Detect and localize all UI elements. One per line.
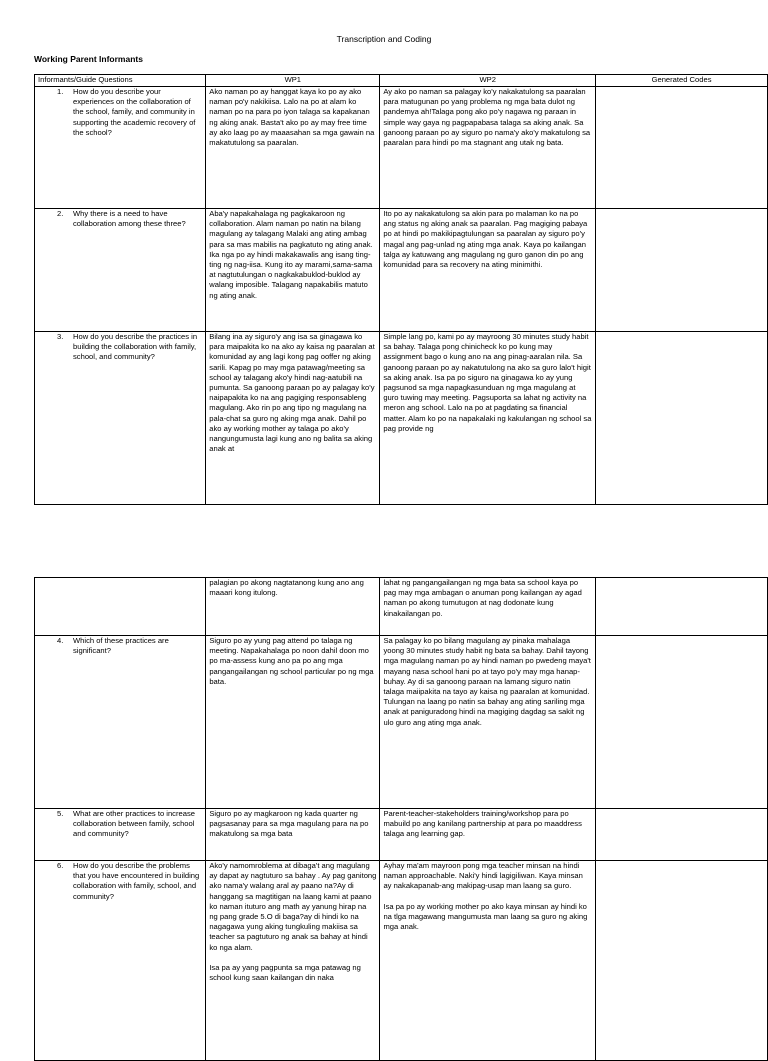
- question-cell: [35, 861, 206, 1061]
- wp2-response: Ito po ay nakakatulong sa akin para po malaman ko na po ang status ng aking anak sa paaralan. Pag magiging pabaya po at hindi po makikipagtulungan sa paaralan ay siguro po'y magal ang pag-unlad ng ating mga anak. Kaya po kailangan talga ay katuwang ang magulang ng guro ganon din po ang komunidad para sa recovery na ating minimithi.: [380, 209, 596, 332]
- question-text: How do you describe the problems that you have encountered in building collaboration with family, school, and community?: [73, 861, 200, 901]
- wp1-response: Ako'y namomroblema at dibaga't ang magulang ay dapat ay nagtuturo sa bahay . Ay pag ganitong ako nama'y walang aral ay paano na?Ay di hanggang sa magtitigan na laang kami at paano ko naman ituturo ang math ay yanung hirap na ng pang grade 5.O di baga?ay di hindi ko na nagagawa yung aking tungkuling makiisa sa teacher sa pagtuturo ng anak sa bahay at hindi ko nga alam.: [209, 861, 377, 952]
- coding-table-page-2: [34, 577, 768, 1061]
- table-header-row: [35, 75, 768, 87]
- question-cell: [35, 809, 206, 861]
- wp2-response: Ayhay ma'am mayroon pong mga teacher minsan na hindi naman approachable. Naki'y hindi lagigiliwan. Kaya minsan ay nakakapanab-ang makipag-usap man laang sa guro.: [383, 861, 583, 891]
- question-text: What are other practices to increase collaboration between family, school and community?: [73, 809, 195, 839]
- table-row: [35, 578, 768, 636]
- question-number: 3.: [57, 332, 64, 341]
- wp2-response: Simple lang po, kami po ay mayroong 30 minutes study habit sa bahay. Talaga pong chinicheck ko po kung may assignment bago o kung ano na ang pinag-aaralan nila. Sa ganoong paraan po ay nakatutulong na ako sa guro lalo't higit sa aking anak. Isa pa po siguro na ginagawa ko ay yung pagsunod sa mga napagkasunduan ng mga magulang at guro tuwing may meeting. Pagsuporta sa lahat ng activity na meron ang school. Lalo na po at pagdating sa financial matter. Alam ko po na napakalaki ng kakulangan ng school sa pag provide ng: [380, 332, 596, 505]
- table-row: [35, 209, 768, 332]
- question-text: Which of these practices are significant?: [73, 636, 169, 656]
- document-title: Transcription and Coding: [336, 34, 432, 44]
- wp1-response: Aba'y napakahalaga ng pagkakaroon ng collaboration. Alam naman po natin na bilang magulang ay talagang Malaki ang ating ambag para sa mas mabilis na pagkatuto ng ating anak. Ika nga po ay hindi makakawalis ang isang ting-ting ng nag-iisa. Kung ito ay marami,sama-sama at nagtutulungan o nagkakabuklod-buklod ay walang imposible. Talagang napakabilis matuto ng ating anak.: [206, 209, 380, 332]
- header-questions: Informants/Guide Questions: [35, 75, 206, 87]
- wp1-response-continued: Isa pa ay yang pagpunta sa mga patawag ng school kung saan kailangan din naka: [209, 962, 361, 983]
- question-number: 4.: [57, 636, 64, 645]
- question-text: Why there is a need to have collaboration among these three?: [73, 209, 186, 229]
- question-cell: [35, 209, 206, 332]
- table-row: [35, 861, 768, 1061]
- wp1-response: Siguro po ay yung pag attend po talaga ng meeting. Napakahalaga po noon dahil doon mo po ma-assess kung ano pa po ang mga pangangailangan ng school particular po ng mga bata.: [206, 636, 380, 809]
- wp2-response: lahat ng pangangailangan ng mga bata sa school kaya po pag may mga ambagan o anuman pong kailangan ay agad naman po akong tumutugon at nag dodonate kung kinakailangan po.: [380, 578, 596, 636]
- header-wp1: WP1: [206, 75, 380, 87]
- generated-codes-cell: [596, 209, 768, 332]
- wp2-response: Sa palagay ko po bilang magulang ay pinaka mahalaga yoong 30 minutes study habit ng bata sa bahay. Dahil tayong mga magulang naman po ay hindi naman po pwedeng maya't mayang nasa school hani po at tayo po'y may mga hanap-buhay. Ay di sa ganoong paraan na lamang siguro natin talaga maiipakita na tayo ay kaisa ng paaralan at komunidad. Tulungan na laang po natin sa bahay ang ating sariling mga anak at paniguradong hindi na magiging dagdag sa sakit ng ulo guro ang ating mga anak.: [380, 636, 596, 809]
- table-row: [35, 87, 768, 209]
- generated-codes-cell: [596, 87, 768, 209]
- question-number: 2.: [57, 209, 64, 218]
- question-text: How do you describe the practices in building the collaboration with family, school, and community?: [73, 332, 198, 362]
- generated-codes-cell: [596, 332, 768, 505]
- wp2-response: Parent-teacher-stakeholders training/workshop para po mabuild po ang kanilang partnership at para po maaddress talaga ang learning gap.: [380, 809, 596, 861]
- header-generated-codes: Generated Codes: [596, 75, 768, 87]
- question-text: How do you describe your experiences on the collaboration of the school, family, and community in supporting the academic recovery of the school?: [73, 87, 196, 137]
- document-subtitle: Working Parent Informants: [34, 54, 143, 64]
- wp2-response: Ay ako po naman sa palagay ko'y nakakatulong sa paaralan para matugunan po yang problema ng mga bata dulot ng pandemya ah!Talaga pong ako po'y nagawa ng paraan in simple way gaya ng pagpapabasa talaga sa aking anak. Sa ganoong paraan po ay siguro po nama'y ako'y makatulong sa paaralan para hindi po ma stagnant ang utak ng bata.: [380, 87, 596, 209]
- coding-table-page-1: [34, 74, 768, 505]
- table-row: [35, 332, 768, 505]
- generated-codes-cell: [596, 809, 768, 861]
- question-number: 5.: [57, 809, 64, 818]
- wp1-response: Siguro po ay magkaroon ng kada quarter ng pagsasanay para sa mga magulang para na po makatulong sa mga bata: [206, 809, 380, 861]
- question-cell: [35, 636, 206, 809]
- table-row: [35, 636, 768, 809]
- generated-codes-cell: [596, 636, 768, 809]
- question-number: 1.: [57, 87, 64, 96]
- wp1-response-cell: [206, 861, 380, 1061]
- wp2-response-continued: Isa pa po ay working mother po ako kaya minsan ay hindi ko na tlga magawang mangumusta man laang sa guro ng aking mga anak.: [383, 901, 588, 932]
- wp2-response-cell: [380, 861, 596, 1061]
- question-number: 6.: [57, 861, 64, 870]
- header-wp2: WP2: [380, 75, 596, 87]
- wp1-response: Bilang ina ay siguro'y ang isa sa ginagawa ko para maipakita ko na ako ay kaisa ng paaralan at komunidad ay ang lagi kong pag ooffer ng aking sarili. Kapag po may mga patawag/meeting sa school ay talagang ako'y hindi nag-aatubili na pumunta. Sa ganoong paraan po ay palagay ko'y naipapakita ko na ang pagiging responsableng magulang. Ako rin po ang tipo ng magulang na pala-chat sa guro ng aking mga anak. Dahil po ako ay working mother ay talaga po ako'y nangungumusta lagi kung ano ng balita sa aking anak at: [206, 332, 380, 505]
- question-cell: [35, 578, 206, 636]
- question-cell: [35, 332, 206, 505]
- table-row: [35, 809, 768, 861]
- wp1-response: palagian po akong nagtatanong kung ano ang maaari kong itulong.: [206, 578, 380, 636]
- generated-codes-cell: [596, 578, 768, 636]
- wp1-response: Ako naman po ay hanggat kaya ko po ay ako naman po'y nakikiisa. Lalo na po at alam ko naman po na para po iyon talaga sa kapakanan ng aking anak. Basta't ako po ay may free time ay ako laag po ay maaasahan sa mga gawain na makatutulong sa paaralan.: [206, 87, 380, 209]
- question-cell: [35, 87, 206, 209]
- generated-codes-cell: [596, 861, 768, 1061]
